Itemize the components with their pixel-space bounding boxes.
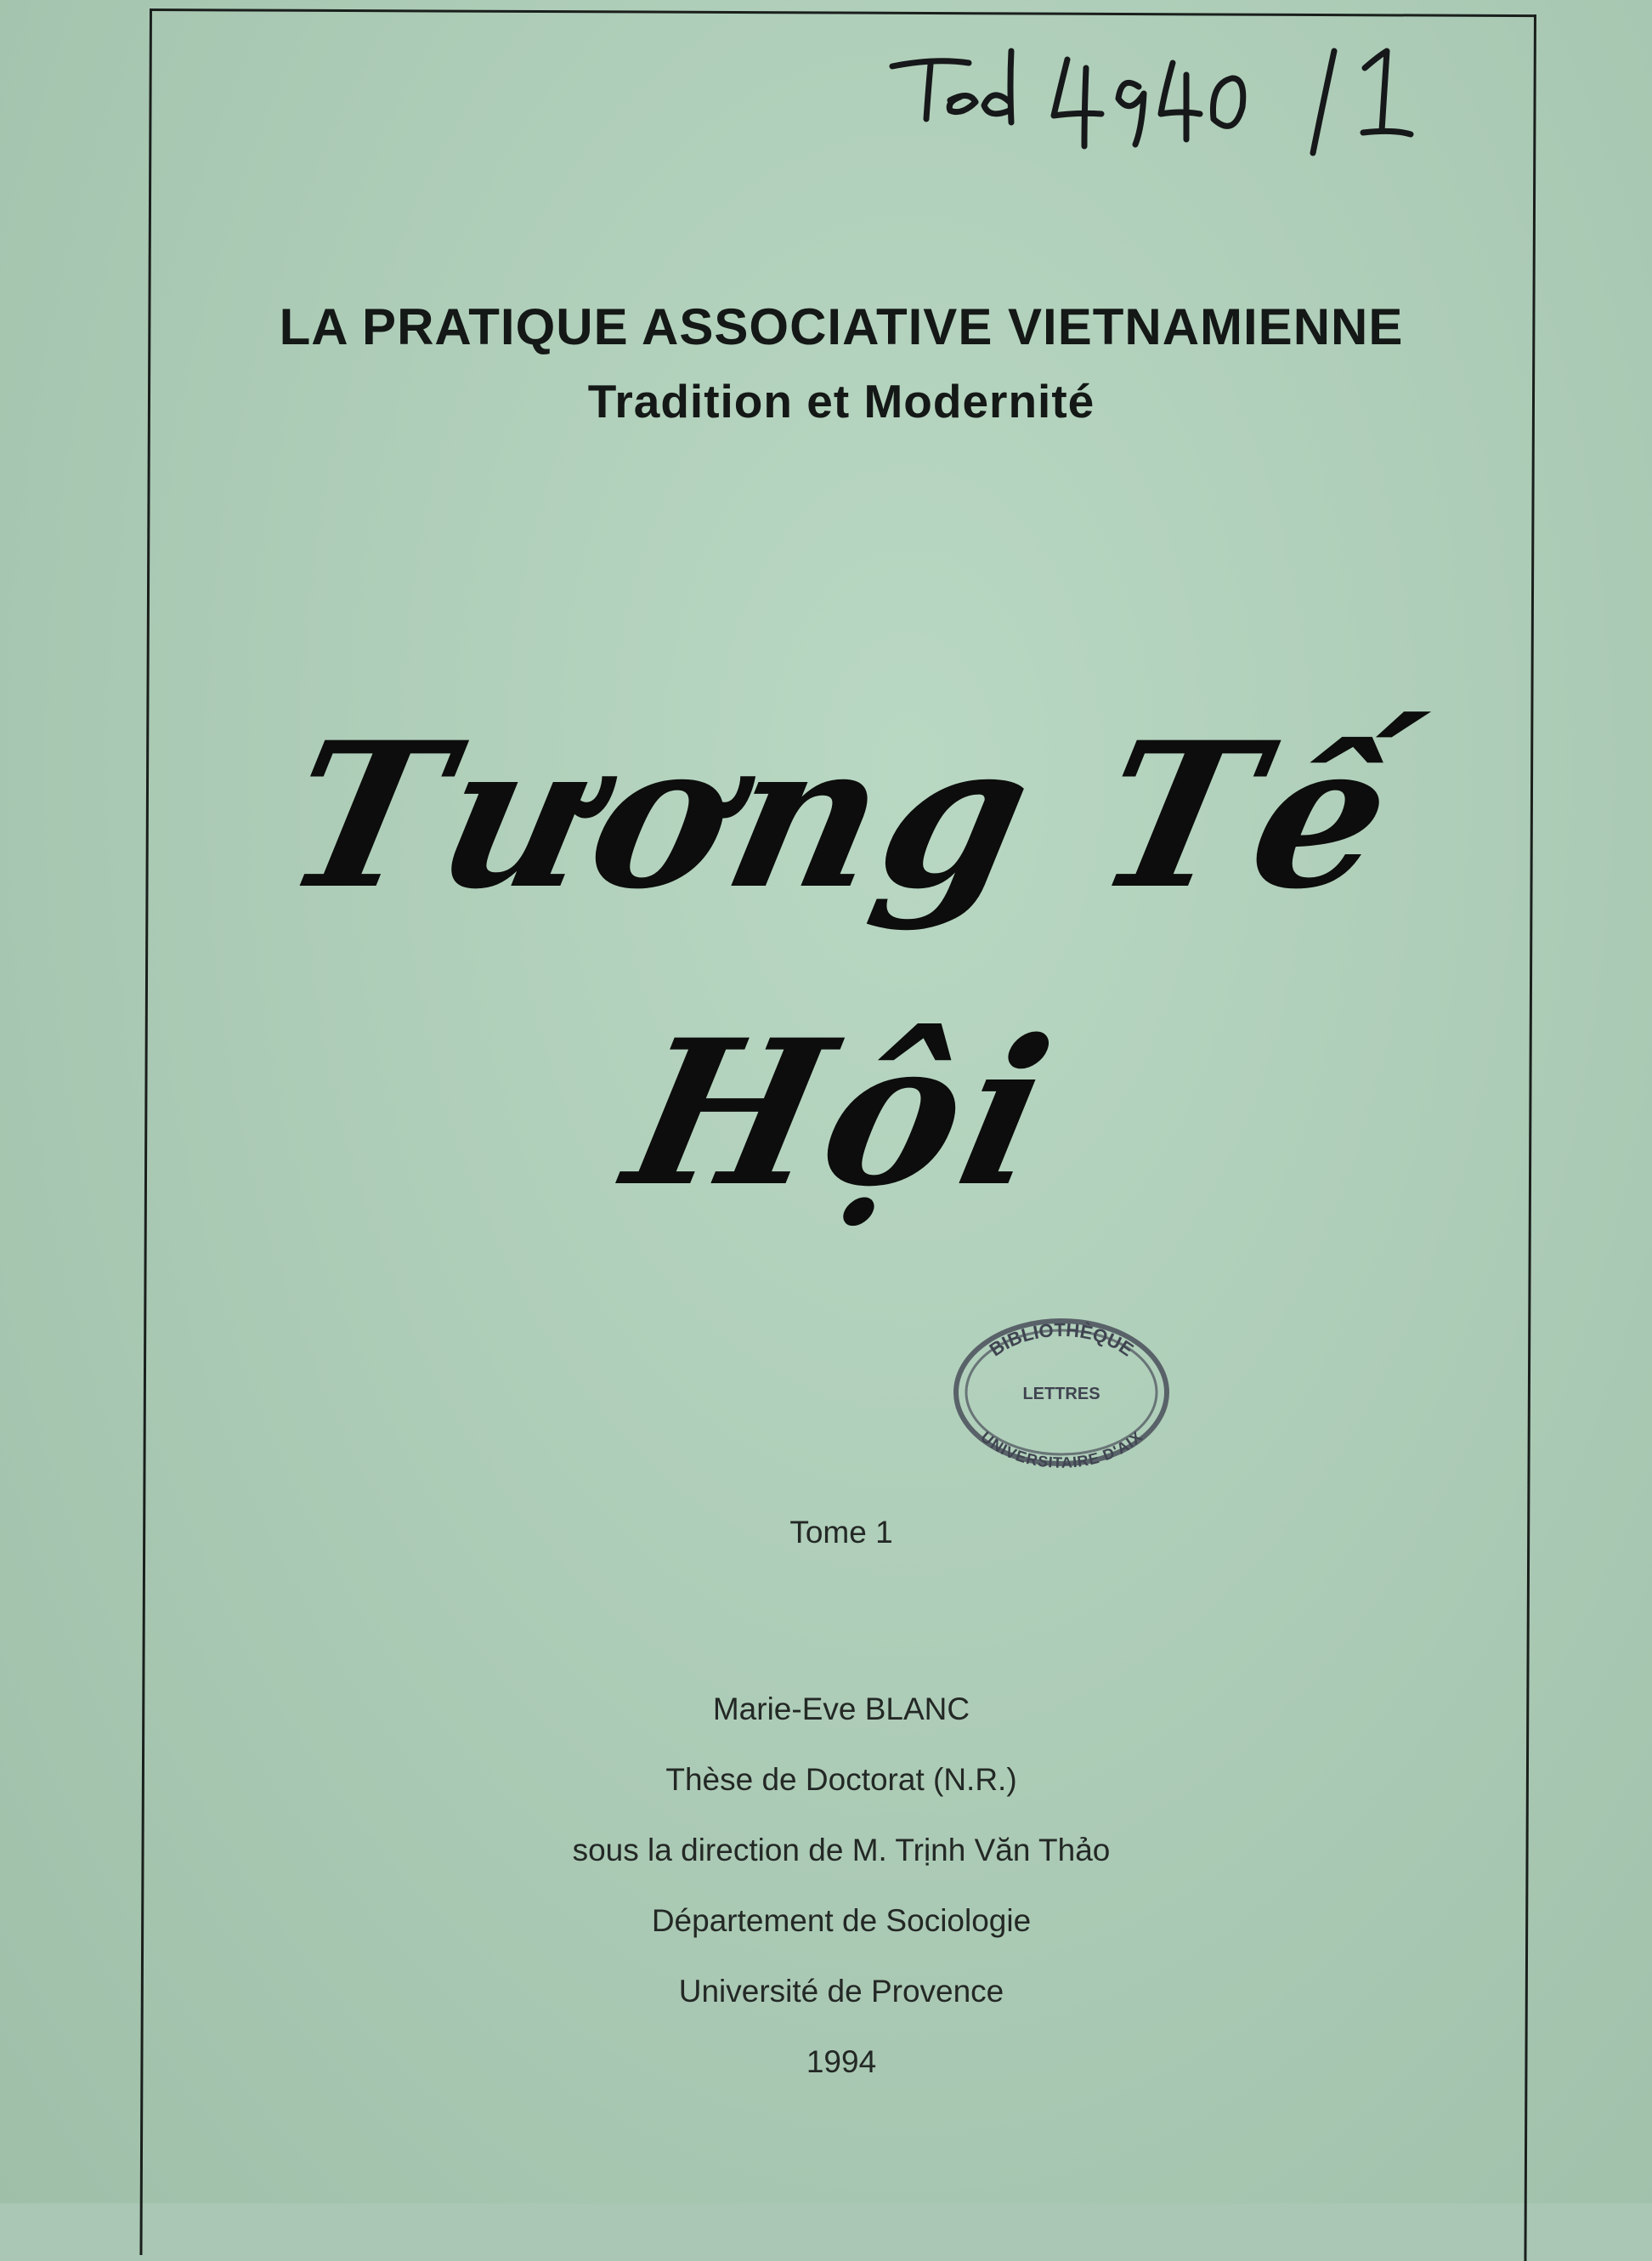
svg-text:BIBLIOTHÈQUE [986, 1319, 1138, 1361]
department: Département de Sociologie [651, 1903, 1032, 1938]
handwritten-shelfmark [884, 34, 1428, 170]
svg-text:UNIVERSITAIRE D'AIX [977, 1428, 1145, 1469]
volume-label: Tome 1 [789, 1515, 893, 1550]
calligraphic-title-line-1: Tương Tế [267, 699, 1416, 933]
subtitle: Tradition et Modernité [587, 375, 1095, 428]
stamp-top-text: BIBLIOTHÈQUE [985, 1318, 1138, 1361]
publication-year: 1994 [806, 2044, 877, 2079]
library-stamp [950, 1316, 1173, 1469]
university: Université de Provence [678, 1974, 1004, 2009]
calligraphic-title-line-2: Hội [609, 996, 1073, 1231]
stamp-middle-text: LETTRES [1022, 1385, 1100, 1403]
author-name: Marie-Eve BLANC [712, 1692, 970, 1726]
stamp-bottom-text: UNIVERSITAIRE D'AIX [977, 1428, 1146, 1469]
thesis-type: Thèse de Doctorat (N.R.) [665, 1762, 1017, 1797]
main-heading: LA PRATIQUE ASSOCIATIVE VIETNAMIENNE [279, 298, 1404, 355]
thesis-supervisor: sous la direction de M. Trịnh Văn Thảo [572, 1833, 1111, 1867]
